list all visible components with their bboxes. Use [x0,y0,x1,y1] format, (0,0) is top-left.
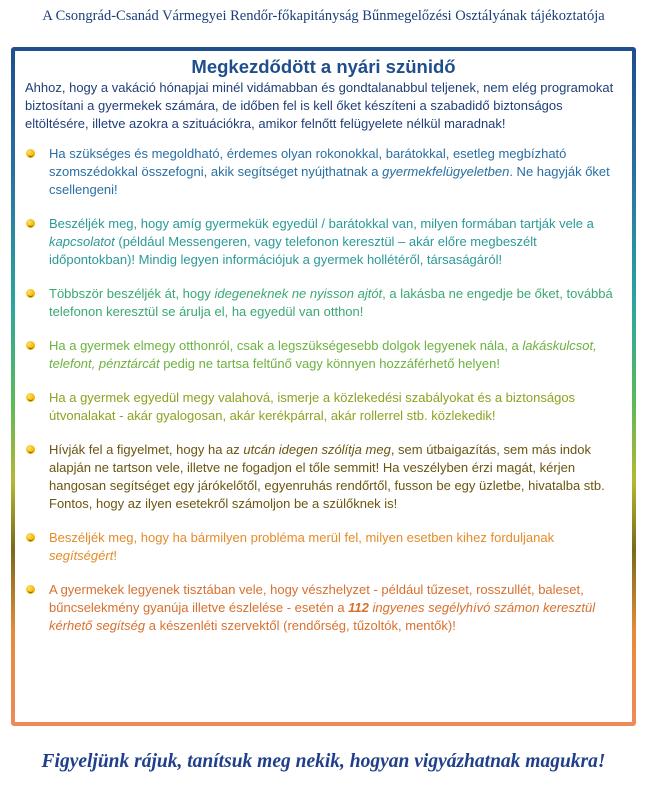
list-item [25,581,622,635]
list-item-text: Többször beszéljék át, hogy [49,286,215,301]
smiley-bullet-icon [26,219,35,228]
list-item-text: Beszéljék meg, hogy amíg gyermekük egyedül / barátokkal van, milyen formában tartják vele a [49,216,594,231]
list-item-text: . Ne hagyják őket csellengeni! [49,164,610,197]
list-item [25,145,622,199]
list-item [25,337,622,373]
list-item-text: Ha a gyermek elmegy otthonról, csak a legszükségesebb dolgok legyenek nála, a [49,338,523,353]
list-item-text: pedig ne tartsa feltűnő vagy könnyen hozzáférhető helyen! [159,356,500,371]
closing-slogan: Figyeljünk rájuk, tanítsuk meg nekik, hogyan vigyázhatnak magukra! [41,751,606,772]
page-title: Megkezdődött a nyári szünidő [191,56,456,77]
list-item-emphasis: kapcsolatot [49,234,115,249]
list-item-emphasis: segítségért [49,548,114,563]
smiley-bullet-icon [26,393,35,402]
list-item-emphasis: lakáskulcsot, telefont, pénztárcát [49,338,597,371]
list-item-emphasis: gyermekfelügyeletben [382,164,510,179]
list-item-text: A gyermekek legyenek tisztában vele, hogy vészhelyzet - például tűzeset, rosszullét, baleset, bűncselekmény gyanúja illetve észlelése - esetén a [49,582,584,615]
content-inner [15,51,632,722]
list-item [25,285,622,321]
page-header: A Csongrád-Csanád Vármegyei Rendőr-főkapitányság Bűnmegelőzési Osztályának tájékoztatója [42,8,605,24]
smiley-bullet-icon [26,585,35,594]
list-item-text: , sem útbaigazítás, sem más indok alapján ne tartson vele, illetve ne fogadjon el tőle semmit! Ha veszélyben érzi magát, kérjen hangosan segítséget egy járókelőtől, egyenruhás rendőrtől, fusson be egy üzletbe, hivatalba stb. Fontos, hogy az ilyen esetekről számoljon be a szülőknek is! [49,442,605,511]
list-item [25,441,622,513]
list-item-emphasis: utcán idegen szólítja meg [243,442,391,457]
content-frame [11,47,636,726]
list-item-text: , a lakásba ne engedje be őket, továbbá telefonon keresztül se árulja el, ha egyedül van otthon! [49,286,613,319]
intro-paragraph: Ahhoz, hogy a vakáció hónapjai minél vidámabban és gondtalanabbul teljenek, nem elég programokat biztosítani a gyermekek számára, de időben fel is kell őket készíteni a szabadidő biztonságos eltöltésére, illetve azokra a szituációkra, amikor felnőtt felügyelete nélkül maradnak! [25,80,614,131]
list-item-text: Beszéljék meg, hogy ha bármilyen probléma merül fel, milyen esetben kihez forduljanak [49,530,555,545]
list-item-emphasis: ingyenes segélyhívó számon keresztül kérhető segítség [49,600,596,633]
list-item-text: a készenléti szervektől (rendőrség, tűzoltók, mentők)! [145,618,456,633]
list-item-text: Hívják fel a figyelmet, hogy ha az [49,442,244,457]
emergency-number: 112 [348,600,369,615]
smiley-bullet-icon [26,341,35,350]
list-item-emphasis: idegeneknek ne nyisson ajtót [214,286,383,301]
smiley-bullet-icon [26,533,35,542]
list-item-text: Ha a gyermek egyedül megy valahová, ismerje a közlekedési szabályokat és a biztonságos útvonalakat - akár gyalogosan, akár kerékpárral, akár rollerrel stb. közlekedik! [49,390,576,423]
list-item-text: ! [113,548,117,563]
list-item-text: (például Messengeren, vagy telefonon keresztül – akár előre megbeszélt időpontokban)! Mindig legyen információjuk a gyermek hollétéről, társaságáról! [49,234,537,267]
smiley-bullet-icon [26,149,35,158]
smiley-bullet-icon [26,445,35,454]
list-item [25,529,622,565]
list-item [25,389,622,425]
smiley-bullet-icon [26,289,35,298]
list-item [25,215,622,269]
list-item-text: Ha szükséges és megoldható, érdemes olyan rokonokkal, barátokkal, esetleg megbízható szomszédokkal összefogni, akik segítséget nyújthatnak a [49,146,567,179]
